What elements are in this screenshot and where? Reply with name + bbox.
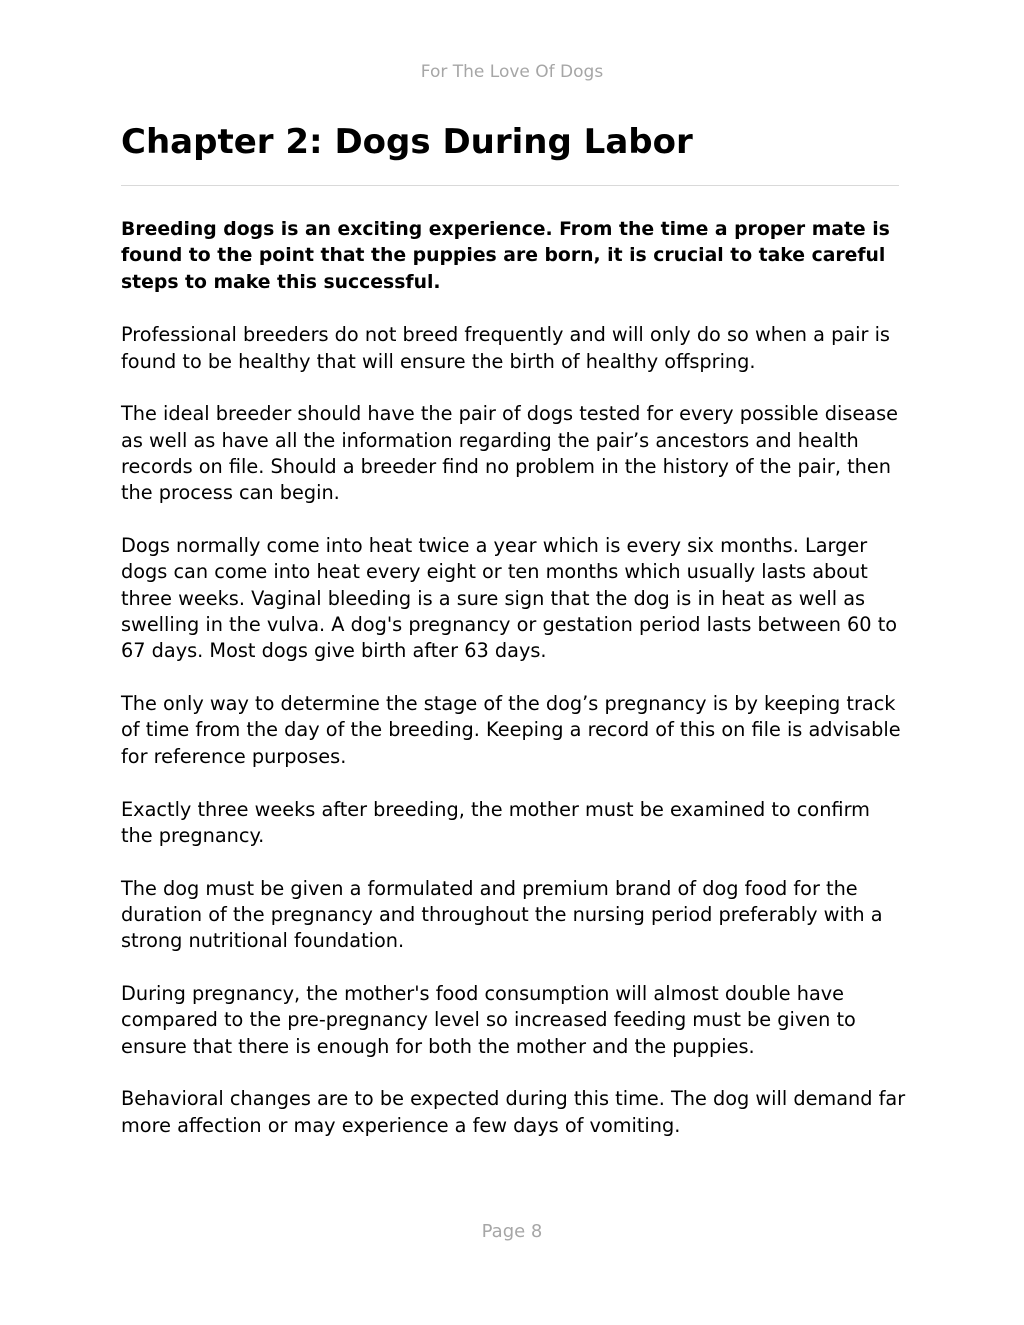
chapter-title: Chapter 2: Dogs During Labor	[121, 122, 693, 162]
page-number: Page 8	[481, 1221, 543, 1242]
body-text	[121, 217, 907, 1166]
paragraph: The dog must be given a formulated and premium brand of dog food for the duration of the pregnancy and throughout the nursing period preferably with a strong nutritional foundation.	[121, 876, 883, 953]
title-divider	[121, 185, 899, 186]
paragraph: Professional breeders do not breed frequently and will only do so when a pair is found to be healthy that will ensure the birth of healthy offspring.	[121, 323, 890, 373]
paragraph: The only way to determine the stage of the dog’s pregnancy is by keeping track of time from the day of the breeding. Keeping a record of this on file is advisable for reference purposes.	[121, 692, 901, 768]
paragraph: Behavioral changes are to be expected during this time. The dog will demand far more affection or may experience a few days of vomiting.	[121, 1087, 906, 1137]
paragraph: Exactly three weeks after breeding, the mother must be examined to confirm the pregnancy.	[121, 797, 870, 847]
paragraph: Dogs normally come into heat twice a year which is every six months. Larger dogs can come into heat every eight or ten months which usually lasts about three weeks. Vaginal bleeding is a sure sign that the dog is in heat as well as swelling in the vulva. A dog's pregnancy or gestation period lasts between 60 to 67 days. Most dogs give birth after 63 days.	[121, 534, 898, 663]
lead-paragraph: Breeding dogs is an exciting experience. From the time a proper mate is found to the point that the puppies are born, it is crucial to take careful steps to make this successful.	[121, 219, 890, 293]
paragraph: The ideal breeder should have the pair of dogs tested for every possible disease as well as have all the information regarding the pair’s ancestors and health records on file. Should a breeder find no problem in the history of the pair, then the process can begin.	[121, 402, 899, 505]
running-header: For The Love Of Dogs	[420, 62, 604, 82]
paragraph: During pregnancy, the mother's food consumption will almost double have compared to the pre-pregnancy level so increased feeding must be given to ensure that there is enough for both the mother and the puppies.	[121, 982, 856, 1058]
